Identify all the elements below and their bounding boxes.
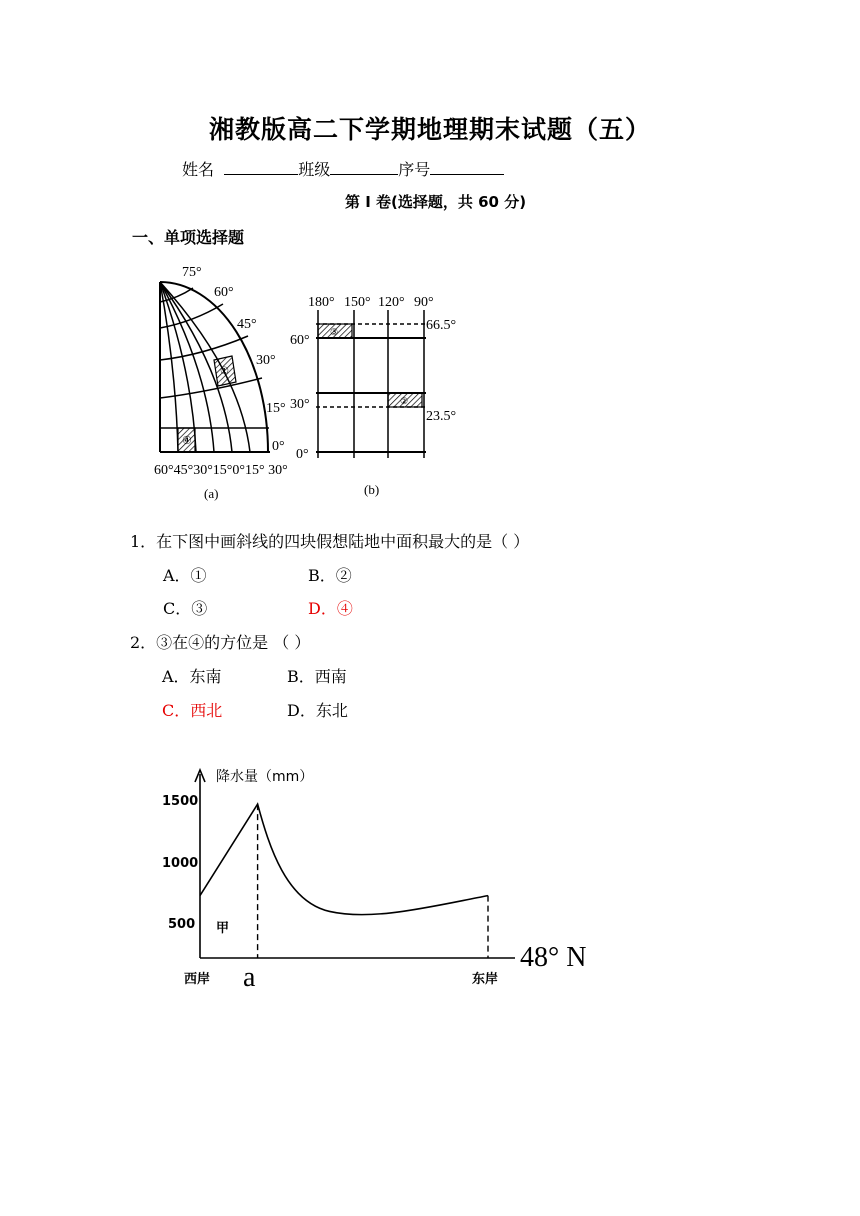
question-1: 1．在下图中画斜线的四块假想陆地中面积最大的是（ ） — [130, 532, 530, 551]
lon-label-150: 150° — [344, 295, 371, 310]
lon-label-180: 180° — [308, 295, 335, 310]
region-2-label: ② — [400, 396, 409, 406]
lat-label-30: 30° — [256, 353, 276, 368]
region-3-label: ③ — [330, 327, 339, 337]
y-tick-1000: 1000 — [162, 856, 199, 871]
page-title: 湘教版高二下学期地理期末试题（五） — [208, 115, 651, 144]
region-jia-label: 甲 — [216, 921, 230, 936]
q2-option-a[interactable]: A．东南 — [162, 667, 222, 686]
x-label-west: 西岸 — [184, 972, 211, 987]
q2-option-c-answer[interactable]: C．西北 — [162, 701, 223, 720]
class-blank[interactable] — [330, 160, 398, 175]
section-heading: 第 I 卷(选择题，共 60 分) — [345, 193, 527, 211]
lat-label-60: 60° — [214, 285, 234, 300]
lat-label-0: 0° — [272, 439, 285, 454]
x-label-a: a — [243, 962, 256, 993]
x-label-east: 东岸 — [472, 972, 499, 987]
class-label: 班级 — [298, 160, 331, 179]
latitude-label: 48° N — [520, 942, 587, 973]
q2-option-b[interactable]: B．西南 — [287, 667, 347, 686]
lat-label-23: 23.5° — [426, 409, 457, 424]
q2-option-d[interactable]: D．东北 — [287, 701, 348, 720]
q1-option-a[interactable]: A．① — [163, 566, 207, 585]
lat-label-15: 15° — [266, 401, 286, 416]
lat-label-0-b: 0° — [296, 447, 309, 462]
map-a-figure — [148, 260, 298, 506]
seq-label: 序号 — [398, 160, 431, 179]
lon-label-90: 90° — [414, 295, 434, 310]
lon-label-120: 120° — [378, 295, 405, 310]
name-label: 姓名 — [182, 160, 215, 179]
q1-option-b[interactable]: B．② — [308, 566, 352, 585]
question-2: 2．③在④的方位是 （ ） — [130, 633, 311, 652]
name-blank[interactable] — [224, 160, 298, 175]
y-tick-1500: 1500 — [162, 794, 199, 809]
y-tick-500: 500 — [168, 917, 196, 932]
part-heading: 一、单项选择题 — [132, 228, 245, 247]
lat-label-45: 45° — [237, 317, 257, 332]
student-info-line — [182, 157, 504, 180]
caption-b: (b) — [364, 482, 380, 497]
precipitation-line — [200, 804, 488, 915]
seq-blank[interactable] — [430, 160, 504, 175]
precipitation-chart — [150, 760, 620, 1000]
lat-label-75: 75° — [182, 265, 202, 280]
lat-label-30-b: 30° — [290, 397, 310, 412]
region-1-label: ① — [220, 366, 229, 377]
y-axis-label: 降水量（mm） — [216, 769, 314, 785]
region-4-label: ④ — [182, 435, 192, 447]
lat-label-60-b: 60° — [290, 333, 310, 348]
map-b-figure — [286, 288, 466, 500]
q1-option-d-answer[interactable]: D．④ — [308, 599, 353, 618]
q1-option-c[interactable]: C．③ — [163, 599, 208, 618]
lon-labels-a: 60°45°30°15°0°15° 30° — [154, 463, 288, 478]
lat-label-66: 66.5° — [426, 318, 457, 333]
caption-a: (a) — [204, 486, 219, 501]
